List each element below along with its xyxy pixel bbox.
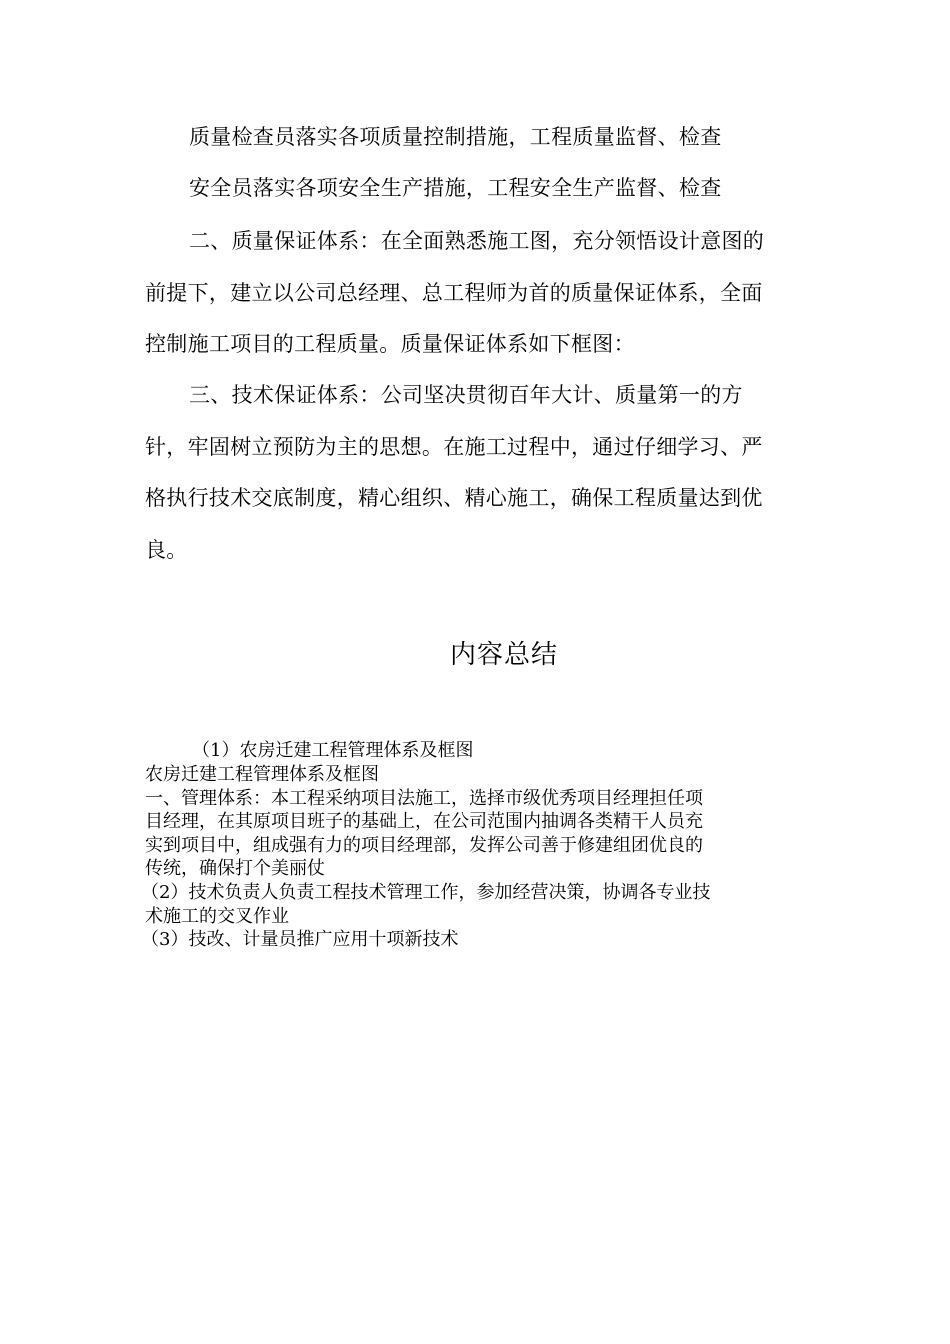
body-line: 针，牢固树立预防为主的思想。在施工过程中，通过仔细学习、严 bbox=[145, 435, 763, 459]
body-line: 前提下，建立以公司总经理、总工程师为首的质量保证体系，全面 bbox=[145, 281, 763, 305]
body-line: 三、技术保证体系：公司坚决贯彻百年大计、质量第一的方 bbox=[189, 383, 743, 407]
summary-title: 内容总结 bbox=[449, 640, 558, 670]
summary-line: 一、管理体系：本工程采纳项目法施工，选择市级优秀项目经理担任项 bbox=[145, 788, 703, 809]
body-line: 控制施工项目的工程质量。质量保证体系如下框图： bbox=[145, 332, 635, 356]
summary-line: 农房迁建工程管理体系及框图 bbox=[145, 764, 379, 785]
body-line: 二、质量保证体系：在全面熟悉施工图，充分领悟设计意图的 bbox=[189, 229, 765, 253]
body-line: 安全员落实各项安全生产措施，工程安全生产监督、检查 bbox=[189, 176, 722, 200]
summary-line: （1）农房迁建工程管理体系及框图 bbox=[192, 740, 474, 761]
summary-line: 目经理，在其原项目班子的基础上，在公司范围内抽调各类精干人员充 bbox=[145, 811, 703, 832]
summary-line: （3）技改、计量员推广应用十项新技术 bbox=[141, 929, 459, 950]
summary-line: 术施工的交叉作业 bbox=[145, 906, 289, 927]
summary-line: （2）技术负责人负责工程技术管理工作，参加经营决策，协调各专业技 bbox=[141, 882, 711, 903]
body-line: 格执行技术交底制度，精心组织、精心施工，确保工程质量达到优 bbox=[145, 486, 763, 510]
summary-line: 传统，确保打个美丽仗 bbox=[145, 858, 325, 879]
summary-line: 实到项目中，组成强有力的项目经理部，发挥公司善于修建组团优良的 bbox=[145, 835, 703, 856]
body-line: 良。 bbox=[145, 538, 188, 562]
body-line: 质量检查员落实各项质量控制措施，工程质量监督、检查 bbox=[189, 125, 722, 149]
